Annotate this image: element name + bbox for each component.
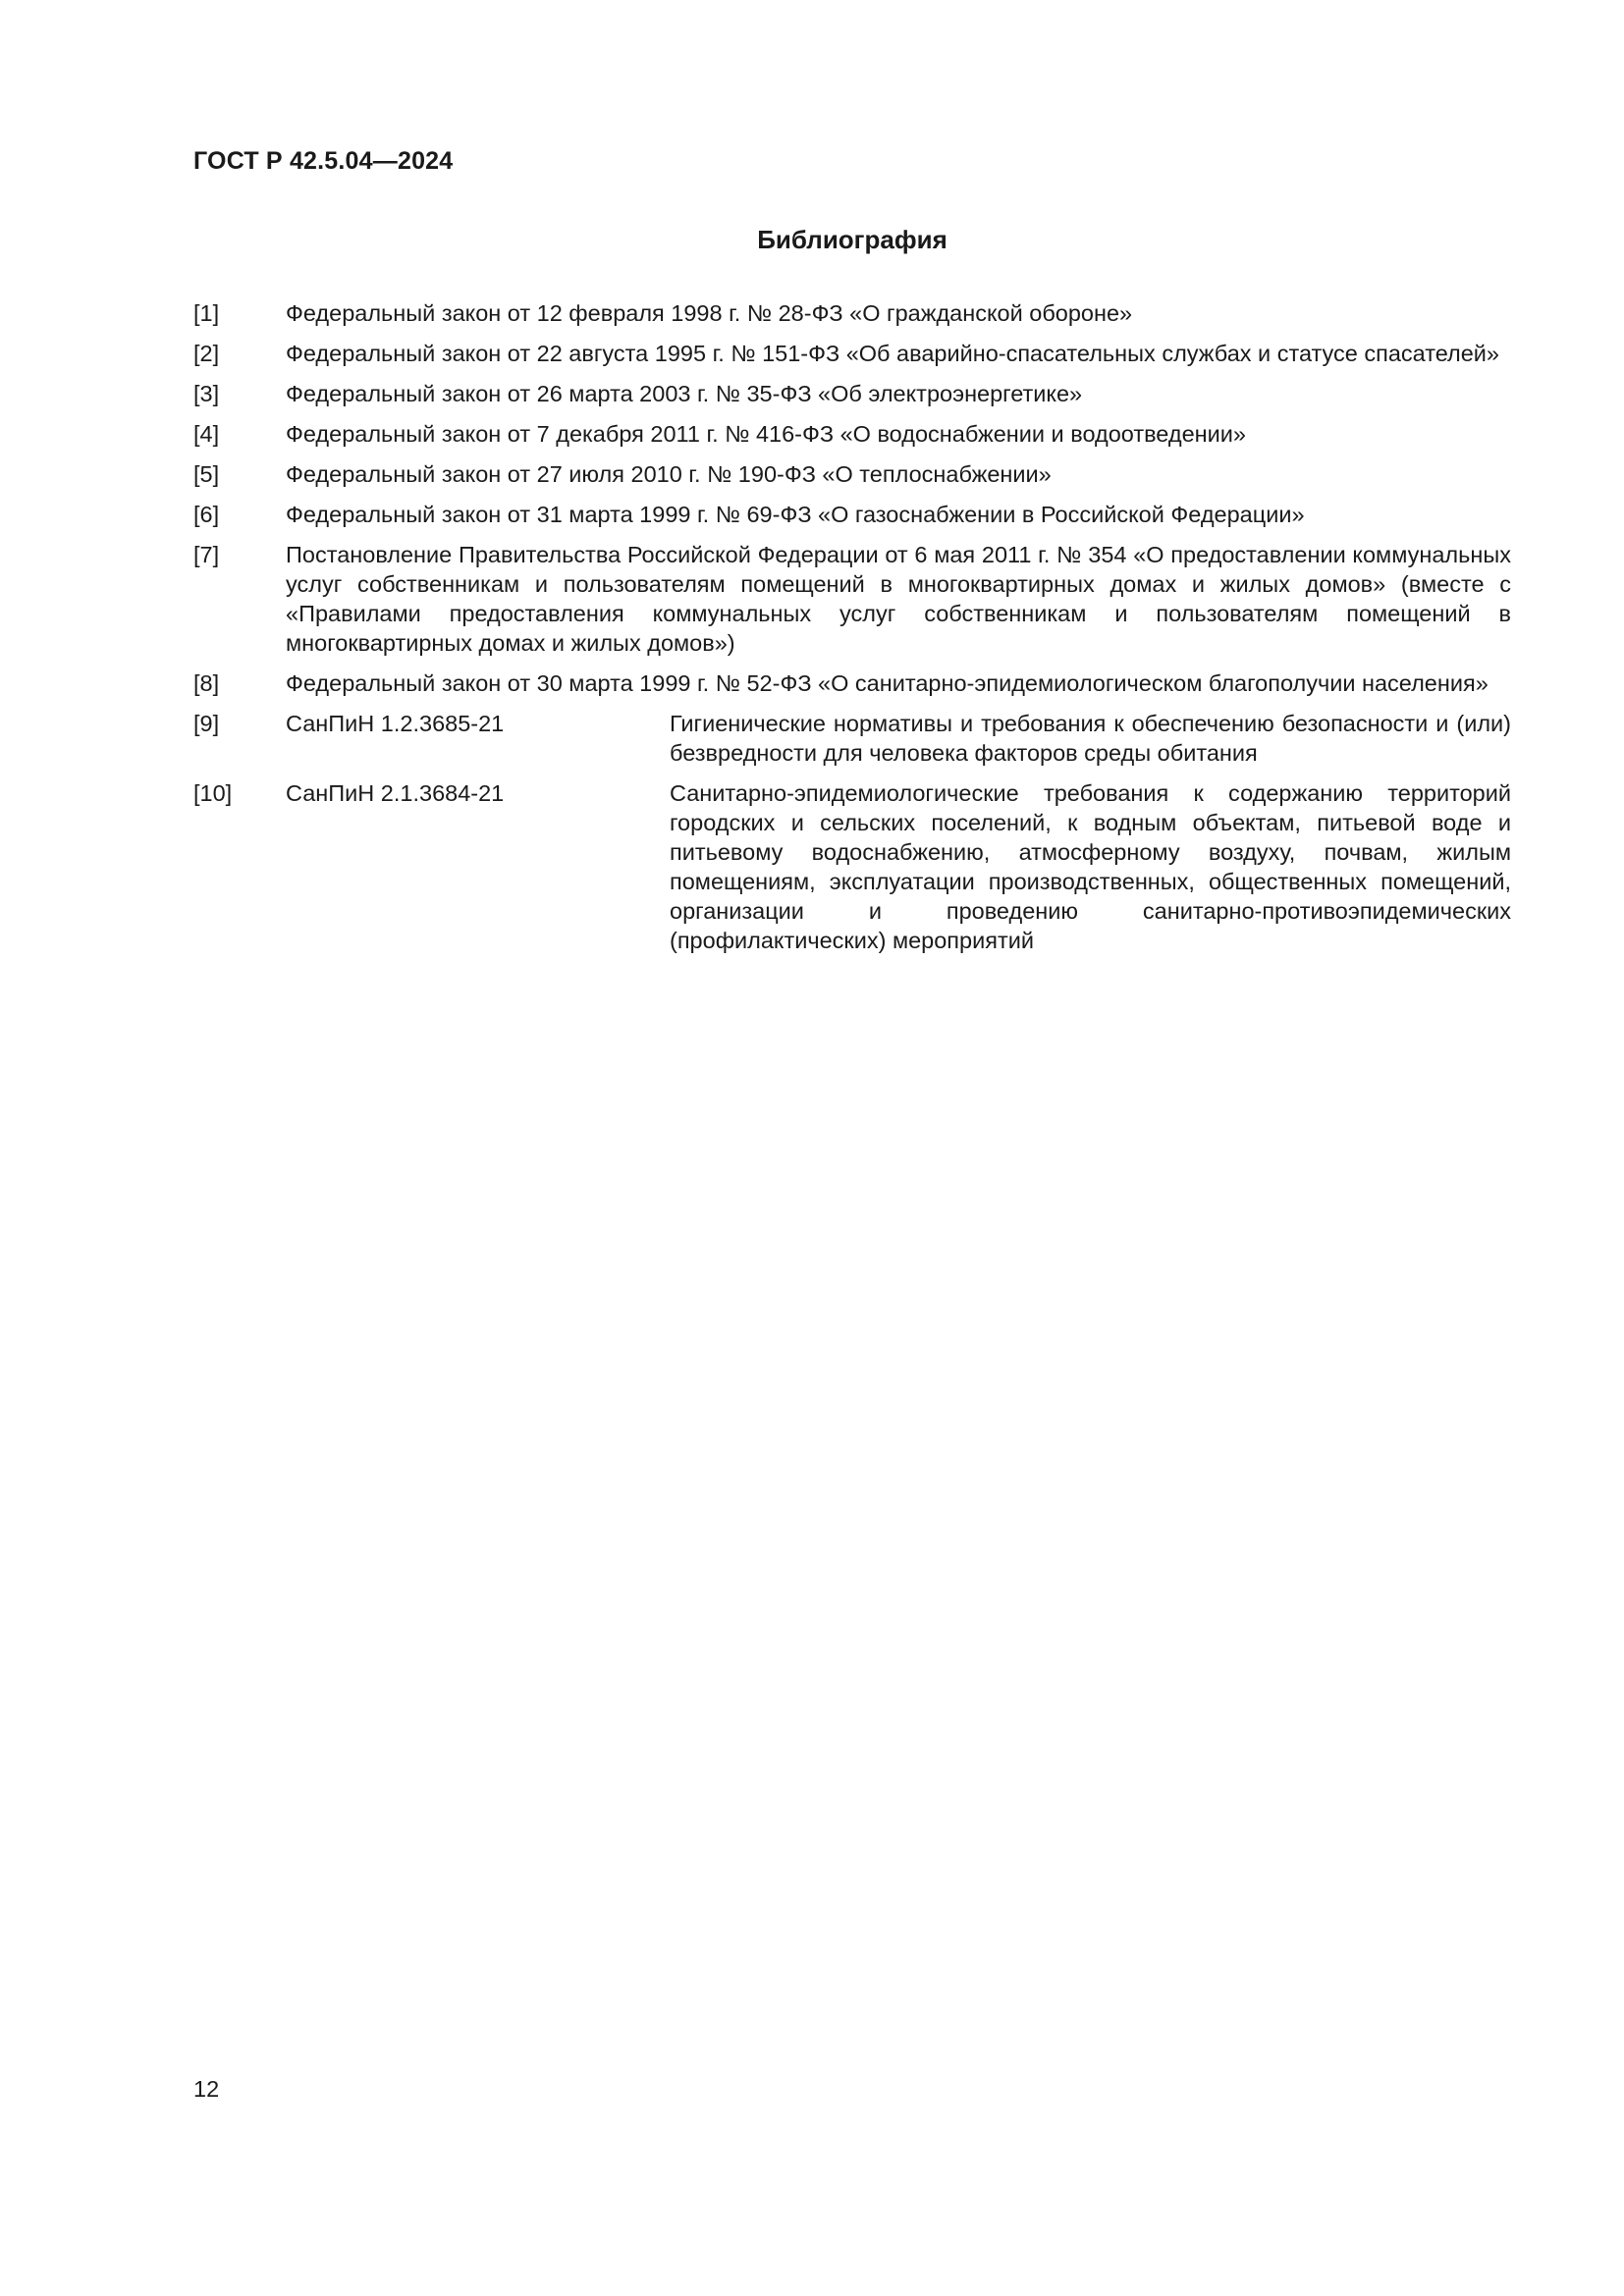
entry-text: Федеральный закон от 12 февраля 1998 г. № 28-ФЗ «О гражданской обороне» bbox=[286, 300, 1133, 326]
entry-text: Федеральный закон от 26 марта 2003 г. № 35-ФЗ «Об электроэнергетике» bbox=[286, 381, 1083, 406]
entry-number: [10] bbox=[193, 780, 233, 806]
bibliography-entry bbox=[193, 339, 1511, 368]
bibliography-entry bbox=[193, 298, 1511, 328]
entry-text: Федеральный закон от 27 июля 2010 г. № 190-ФЗ «О теплоснабжении» bbox=[286, 461, 1052, 487]
section-title: Библиография bbox=[757, 225, 947, 254]
bibliography-entry bbox=[193, 778, 1511, 955]
entry-number: [9] bbox=[193, 711, 220, 736]
bibliography-entry bbox=[193, 668, 1511, 698]
entry-text: Федеральный закон от 22 августа 1995 г. № 151-ФЗ «Об аварийно-спасательных службах и статусе спасателей» bbox=[286, 341, 1499, 366]
bibliography-entry bbox=[193, 459, 1511, 489]
bibliography-entry bbox=[193, 540, 1511, 658]
entry-text: Федеральный закон от 7 декабря 2011 г. № 416-ФЗ «О водоснабжении и водоотведении» bbox=[286, 421, 1246, 447]
bibliography-list bbox=[193, 298, 1511, 966]
entry-text: Постановление Правительства Российской Федерации от 6 мая 2011 г. № 354 «О предоставлении коммунальных услуг собственникам и пользователям помещений в многоквартирных домах и жилых домов» (вместе с «Правилами предоставления коммунальных услуг собственникам и пользователям помещений в многоквартирных домах и жилых домов») bbox=[286, 542, 1511, 656]
entry-number: [5] bbox=[193, 461, 220, 487]
entry-text: Федеральный закон от 31 марта 1999 г. № 69-ФЗ «О газоснабжении в Российской Федерации» bbox=[286, 502, 1305, 527]
entry-code: СанПиН 2.1.3684-21 bbox=[286, 780, 505, 806]
entry-number: [6] bbox=[193, 502, 220, 527]
entry-text: Санитарно-эпидемиологические требования к содержанию территорий городских и сельских поселений, к водным объектам, питьевой воде и питьевому водоснабжению, атмосферному воздуху, почвам, жилым помещениям, эксплуатации производственных, общественных помещений, организации и проведению санитарно-противоэпидемических (профилактических) мероприятий bbox=[670, 780, 1511, 953]
entry-number: [3] bbox=[193, 381, 220, 406]
document-code: ГОСТ Р 42.5.04—2024 bbox=[193, 147, 454, 175]
entry-number: [4] bbox=[193, 421, 220, 447]
bibliography-entry bbox=[193, 379, 1511, 408]
bibliography-entry bbox=[193, 709, 1511, 768]
bibliography-entry bbox=[193, 419, 1511, 449]
entry-number: [8] bbox=[193, 670, 220, 696]
entry-number: [1] bbox=[193, 300, 220, 326]
page-number: 12 bbox=[193, 2076, 220, 2102]
entry-text: Гигиенические нормативы и требования к обеспечению безопасности и (или) безвредности для человека факторов среды обитания bbox=[670, 711, 1511, 766]
entry-code: СанПиН 1.2.3685-21 bbox=[286, 711, 505, 736]
bibliography-entry bbox=[193, 500, 1511, 529]
entry-text: Федеральный закон от 30 марта 1999 г. № 52-ФЗ «О санитарно-эпидемиологическом благополучии населения» bbox=[286, 670, 1489, 696]
entry-number: [7] bbox=[193, 542, 220, 567]
entry-number: [2] bbox=[193, 341, 220, 366]
